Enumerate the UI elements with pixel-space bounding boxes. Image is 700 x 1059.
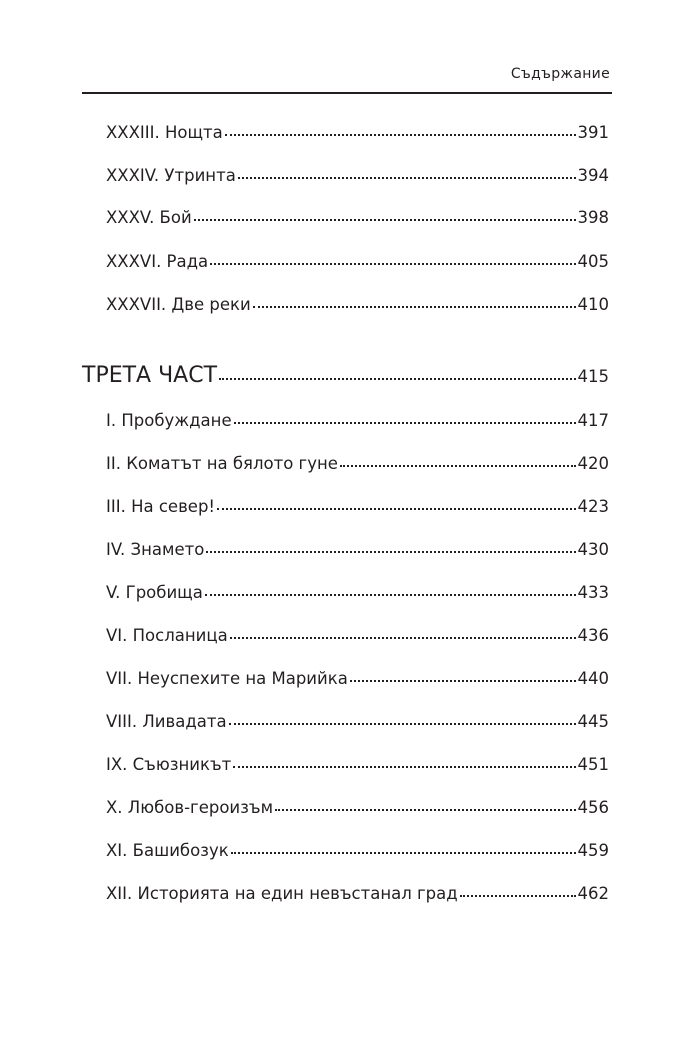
toc-entry[interactable] [106,884,609,904]
toc-entry-page: 423 [577,497,609,516]
toc-leader-dots [253,306,576,308]
toc-entry[interactable] [106,583,609,603]
toc-entry-title: V. Гробища [106,583,203,602]
toc-entry[interactable] [106,295,609,315]
toc-leader-dots [230,637,576,639]
toc-entry-title: X. Любов-героизъм [106,798,274,817]
toc-entry-page: 445 [577,712,609,731]
toc-entry[interactable] [106,841,609,861]
toc-entry[interactable] [106,208,609,228]
toc-leader-dots [210,263,575,265]
toc-entry[interactable] [106,411,609,431]
toc-entry-title: XXXIV. Утринта [106,166,236,185]
toc-leader-dots [231,852,576,854]
toc-leader-dots [340,465,576,467]
toc-leader-dots [225,134,576,136]
toc-leader-dots [350,680,576,682]
toc-leader-dots [229,723,576,725]
toc-entry-title: XXXVI. Рада [106,252,209,271]
toc-leader-dots [194,219,576,221]
toc-entry[interactable] [106,454,609,474]
toc-part-page: 415 [577,367,609,386]
toc-entry[interactable] [106,497,609,517]
toc-entry[interactable] [106,123,609,143]
toc-entry-page: 459 [577,841,609,860]
toc-leader-dots [205,594,576,596]
toc-entry-title: IV. Знамето [106,540,205,559]
toc-entry-title: XXXV. Бой [106,208,192,227]
toc-entry[interactable] [106,712,609,732]
toc-entry[interactable] [106,669,609,689]
toc-entry-title: XI. Башибозук [106,841,229,860]
toc-entry[interactable] [106,755,609,775]
toc-entry-page: 462 [577,884,609,903]
toc-entry-page: 440 [577,669,609,688]
running-header: Съдържание [510,66,610,82]
toc-leader-dots [206,551,575,553]
toc-entry-title: XXXVII. Две реки [106,295,251,314]
toc-entry-page: 456 [577,798,609,817]
toc-leader-dots [460,895,576,897]
toc-leader-dots [234,422,576,424]
toc-entry[interactable] [106,252,609,272]
toc-entry-title: VIII. Ливадата [106,712,227,731]
toc-entry-page: 391 [577,123,609,142]
toc-leader-dots [219,378,575,380]
toc-entry-title: VI. Посланица [106,626,228,645]
toc-entry-page: 430 [577,540,609,559]
toc-part-heading[interactable] [82,363,609,390]
toc-entry-page: 451 [577,755,609,774]
toc-leader-dots [275,809,575,811]
toc-entry-title: VII. Неуспехите на Марийка [106,669,348,688]
toc-entry-title: II. Коматът на бялото гуне [106,454,338,473]
toc-entry[interactable] [106,798,609,818]
toc-entry-page: 394 [577,166,609,185]
toc-entry-title: I. Пробуждане [106,411,232,430]
toc-entry-page: 410 [577,295,609,314]
toc-entry-page: 433 [577,583,609,602]
toc-entry-page: 420 [577,454,609,473]
toc-leader-dots [217,508,575,510]
toc-entry-page: 417 [577,411,609,430]
toc-entry[interactable] [106,166,609,186]
toc-leader-dots [233,766,575,768]
toc-entry-page: 436 [577,626,609,645]
toc-entry-page: 405 [577,252,609,271]
toc-entry-title: XXXIII. Нощта [106,123,223,142]
toc-leader-dots [238,177,576,179]
toc-entry-title: IX. Съюзникът [106,755,232,774]
toc-part-title: ТРЕТА ЧАСТ [82,363,218,388]
toc-entry[interactable] [106,626,609,646]
header-rule [82,92,612,94]
toc-entry-page: 398 [577,208,609,227]
toc-entry-title: XII. Историята на един невъстанал град [106,884,458,903]
toc-entry-title: III. На север! [106,497,216,516]
toc-entry[interactable] [106,540,609,560]
